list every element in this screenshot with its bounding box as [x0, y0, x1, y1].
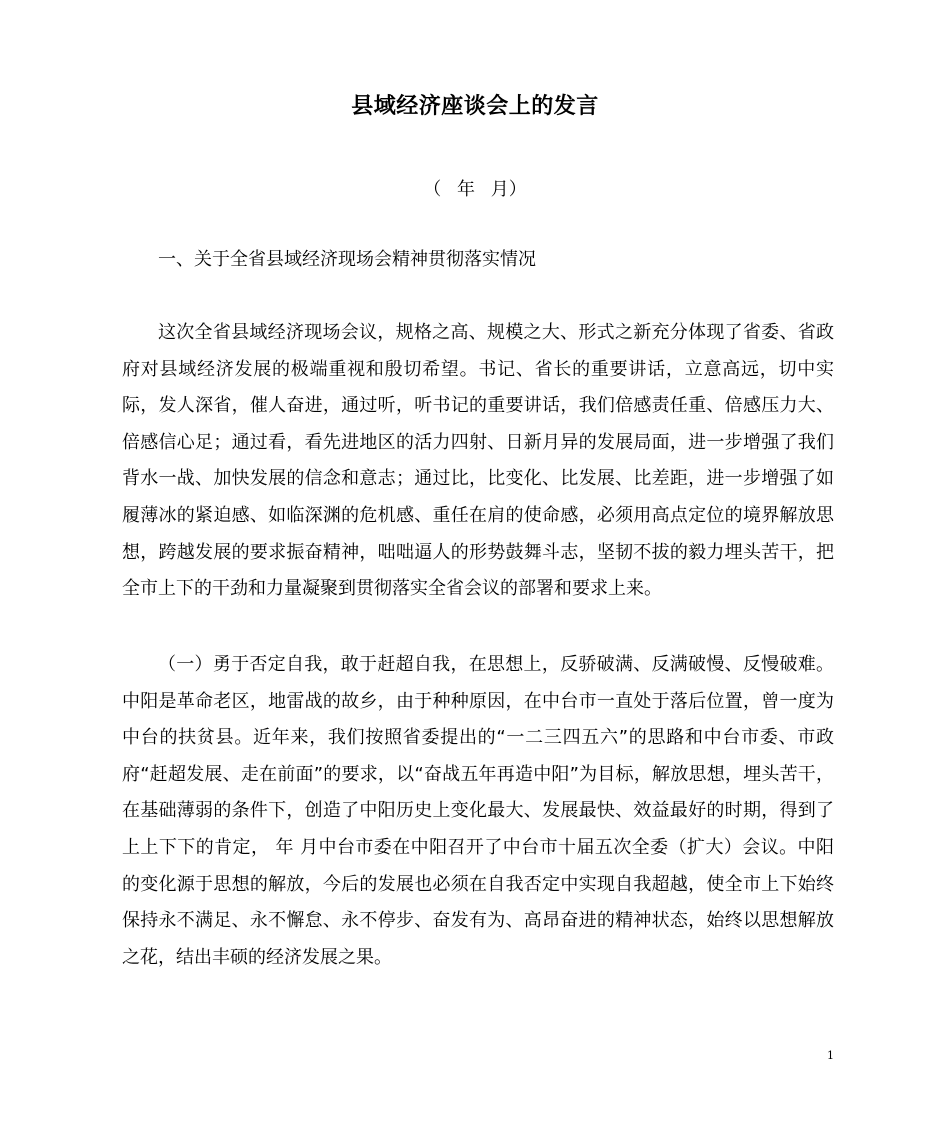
body-paragraph: 这次全省县域经济现场会议，规格之高、规模之大、形式之新充分体现了省委、省政府对县域经济发展的极端重视和殷切希望。书记、省长的重要讲话，立意高远，切中实际，发人深省，催人奋进，通过听，听书记的重要讲话，我们倍感责任重、倍感压力大、倍感信心足；通过看，看先进地区的活力四射、日新月异的发展局面，进一步增强了我们背水一战、加快发展的信念和意志；通过比，比变化、比发展、比差距，进一步增强了如履薄冰的紧迫感、如临深渊的危机感、重任在肩的使命感，必须用高点定位的境界解放思想，跨越发展的要求振奋精神，咄咄逼人的形势鼓舞斗志，坚韧不拔的毅力埋头苦干，把全市上下的干劲和力量凝聚到贯彻落实全省会议的部署和要求上来。	[122, 322, 834, 600]
document-title: 县域经济座谈会上的发言	[351, 94, 599, 119]
date-line: （ 年 月）	[423, 179, 527, 200]
body-paragraph: （一）勇于否定自我，敢于赶超自我，在思想上，反骄破满、反满破慢、反慢破难。中阳是革命老区，地雷战的故乡，由于种种原因，在中台市一直处于落后位置，曾一度为中台的扶贫县。近年来，我们按照省委提出的“一二三四五六”的思路和中台市委、市政府“赶超发展、走在前面”的要求，以“奋战五年再造中阳”为目标，解放思想，埋头苦干，在基础薄弱的条件下，创造了中阳历史上变化最大、发展最快、效益最好的时期，得到了上上下下的肯定， 年 月中台市委在中阳召开了中台市十届五次全委（扩大）会议。中阳的变化源于思想的解放，今后的发展也必须在自我否定中实现自我超越，使全市上下始终保持永不满足、永不懈怠、永不停步、奋发有为、高昂奋进的精神状态，始终以思想解放之花，结出丰硕的经济发展之果。	[122, 654, 834, 968]
section-heading: 一、关于全省县域经济现场会精神贯彻落实情况	[158, 249, 536, 270]
page-number: 1	[827, 1049, 834, 1062]
